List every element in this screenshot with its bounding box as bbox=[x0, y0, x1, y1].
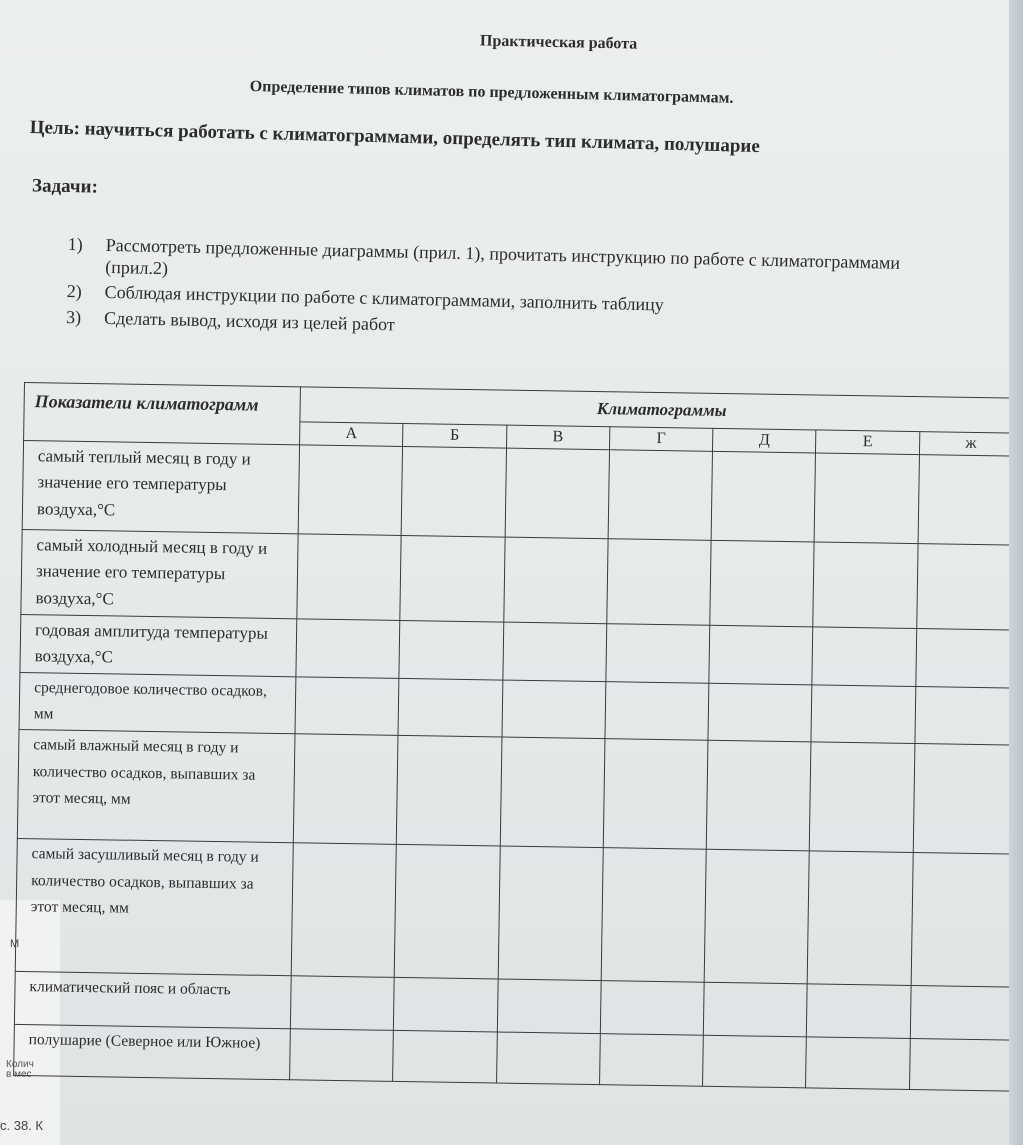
column-header-zh: ж bbox=[919, 432, 1023, 457]
answer-cell[interactable] bbox=[296, 619, 400, 678]
doc-subtitle: Определение типов климатов по предложенным климатограммам. bbox=[249, 78, 734, 107]
task-number: 3) bbox=[65, 306, 82, 328]
answer-cell[interactable] bbox=[918, 455, 1023, 546]
task-text: Рассмотреть предложенные диаграммы (прил. 1), прочитать инструкцию по работе с климатограммами (прил.2) bbox=[105, 234, 901, 278]
answer-cell[interactable] bbox=[916, 629, 1020, 688]
answer-cell[interactable] bbox=[505, 448, 610, 539]
margin-kol-line2: в мес bbox=[6, 1069, 32, 1080]
answer-cell[interactable] bbox=[295, 676, 399, 735]
answer-cell[interactable] bbox=[393, 1031, 497, 1084]
climatogram-table bbox=[13, 382, 1023, 1092]
column-header-g: Г bbox=[609, 427, 713, 452]
answer-cell[interactable] bbox=[297, 534, 402, 621]
answer-cell[interactable] bbox=[502, 680, 606, 739]
doc-goal: Цель: научиться работать с климатограммами, определять тип климата, полушарие bbox=[29, 117, 761, 158]
answer-cell[interactable] bbox=[293, 734, 398, 845]
climatograms-header: Климатограммы bbox=[300, 387, 1023, 433]
column-header-b: Б bbox=[403, 423, 507, 448]
margin-fragment-m: М bbox=[10, 938, 20, 950]
answer-cell[interactable] bbox=[913, 744, 1018, 855]
tasks-heading: Задачи: bbox=[31, 175, 99, 198]
answer-cell[interactable] bbox=[704, 850, 809, 985]
answer-cell[interactable] bbox=[399, 620, 503, 679]
answer-cell[interactable] bbox=[915, 686, 1019, 745]
answer-cell[interactable] bbox=[709, 625, 813, 684]
answer-cell[interactable] bbox=[806, 1037, 910, 1090]
task-number: 2) bbox=[66, 281, 82, 302]
answer-cell[interactable] bbox=[397, 736, 502, 847]
column-header-v: В bbox=[506, 425, 610, 450]
task-number: 1) bbox=[67, 234, 83, 255]
answer-cell[interactable] bbox=[497, 979, 601, 1034]
margin-page-ref: с. 38. К bbox=[0, 1118, 43, 1133]
answer-cell[interactable] bbox=[290, 976, 394, 1031]
answer-cell[interactable] bbox=[916, 544, 1021, 631]
answer-cell[interactable] bbox=[496, 1032, 600, 1085]
answer-cell[interactable] bbox=[608, 450, 713, 541]
answer-cell[interactable] bbox=[808, 851, 913, 986]
row-label: годовая амплитуда температуры воздуха,°С bbox=[20, 614, 297, 676]
task-text: Соблюдая инструкции по работе с климатограммами, заполнить таблицу bbox=[104, 282, 665, 315]
answer-cell[interactable] bbox=[502, 622, 606, 681]
answer-cell[interactable] bbox=[607, 539, 712, 626]
table-row bbox=[15, 839, 1016, 988]
answer-cell[interactable] bbox=[503, 537, 608, 624]
margin-fragment-kol bbox=[6, 1060, 34, 1080]
row-label: самый холодный месяц в году и значение его температуры воздуха,°С bbox=[21, 529, 298, 618]
row-label: самый влажный месяц в году и количество осадков, выпавших за этот месяц, мм bbox=[17, 730, 295, 843]
table-row bbox=[21, 529, 1021, 630]
margin-kol-line1: Колич bbox=[6, 1059, 34, 1070]
answer-cell[interactable] bbox=[909, 1039, 1013, 1092]
answer-cell[interactable] bbox=[601, 848, 706, 983]
answer-cell[interactable] bbox=[401, 446, 506, 537]
answer-cell[interactable] bbox=[298, 445, 403, 536]
answer-cell[interactable] bbox=[605, 681, 709, 740]
answer-cell[interactable] bbox=[812, 627, 916, 686]
answer-cell[interactable] bbox=[813, 542, 918, 629]
answer-cell[interactable] bbox=[606, 624, 710, 683]
answer-cell[interactable] bbox=[500, 737, 605, 848]
answer-cell[interactable] bbox=[703, 983, 807, 1038]
answer-cell[interactable] bbox=[910, 986, 1014, 1041]
indicators-header: Показатели климатограмм bbox=[24, 383, 301, 445]
row-label: самый засушливый месяц в году и количество осадков, выпавших за этот месяц, мм bbox=[15, 839, 293, 976]
answer-cell[interactable] bbox=[398, 678, 502, 737]
task-text: Сделать вывод, исходя из целей работ bbox=[103, 307, 395, 335]
table-row bbox=[17, 730, 1018, 855]
answer-cell[interactable] bbox=[394, 978, 498, 1033]
answer-cell[interactable] bbox=[603, 739, 708, 850]
answer-cell[interactable] bbox=[703, 1036, 807, 1089]
answer-cell[interactable] bbox=[810, 742, 915, 853]
column-header-e: Е bbox=[816, 430, 920, 455]
answer-cell[interactable] bbox=[498, 846, 603, 981]
page-edge bbox=[1009, 0, 1023, 1145]
answer-cell[interactable] bbox=[711, 451, 816, 542]
row-label: климатический пояс и область bbox=[14, 972, 291, 1029]
column-header-d: Д bbox=[713, 428, 817, 453]
answer-cell[interactable] bbox=[394, 845, 499, 980]
answer-cell[interactable] bbox=[814, 453, 919, 544]
row-label: полушарие (Северное или Южное) bbox=[14, 1025, 291, 1080]
answer-cell[interactable] bbox=[708, 683, 812, 742]
row-label: самый теплый месяц в году и значение его температуры воздуха,°С bbox=[22, 441, 299, 534]
answer-cell[interactable] bbox=[710, 540, 815, 627]
answer-cell[interactable] bbox=[807, 984, 911, 1039]
column-header-a: А bbox=[300, 422, 404, 447]
task-list bbox=[66, 234, 908, 351]
doc-title: Практическая работа bbox=[479, 32, 638, 53]
answer-cell[interactable] bbox=[291, 843, 396, 978]
answer-cell[interactable] bbox=[599, 1034, 703, 1087]
answer-cell[interactable] bbox=[911, 853, 1016, 988]
climatogram-table-wrapper bbox=[13, 382, 1023, 1092]
answer-cell[interactable] bbox=[706, 741, 811, 852]
table-row bbox=[22, 441, 1022, 546]
answer-cell[interactable] bbox=[400, 535, 505, 622]
answer-cell[interactable] bbox=[811, 685, 915, 744]
answer-cell[interactable] bbox=[290, 1029, 394, 1082]
answer-cell[interactable] bbox=[600, 981, 704, 1036]
row-label: среднегодовое количество осадков, мм bbox=[19, 672, 296, 734]
